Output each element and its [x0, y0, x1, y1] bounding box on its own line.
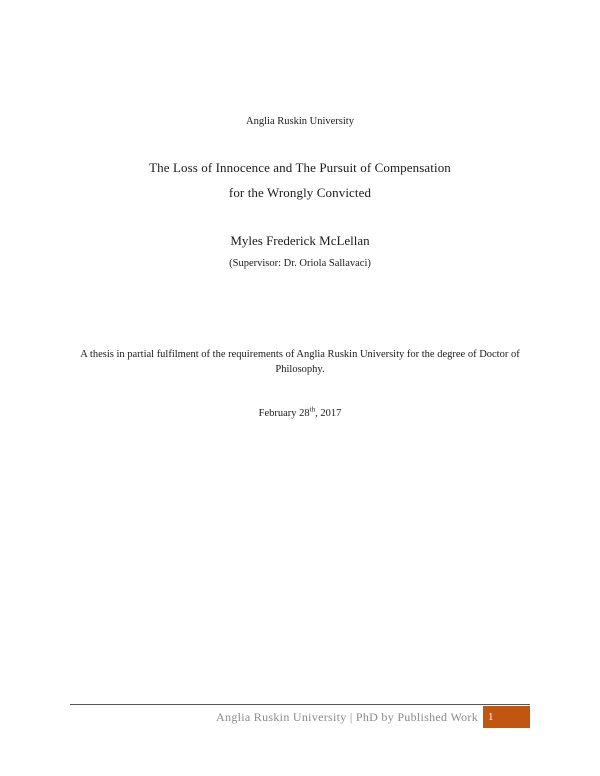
- author-name: Myles Frederick McLellan: [230, 233, 370, 248]
- date-year: , 2017: [315, 408, 342, 419]
- university-name: Anglia Ruskin University: [246, 116, 354, 127]
- supervisor-line: (Supervisor: Dr. Oriola Sallavaci): [229, 258, 371, 269]
- thesis-statement: A thesis in partial fulfilment of the requirements of Anglia Ruskin University for the degree of Doctor of Philosophy.: [80, 349, 520, 375]
- submission-date: [0, 405, 600, 419]
- thesis-title-line-2: for the Wrongly Convicted: [228, 185, 372, 200]
- footer-divider: [70, 704, 530, 705]
- thesis-title-line-1: The Loss of Innocence and The Pursuit of Compensation: [149, 160, 451, 175]
- date-month-day: February 28: [258, 408, 310, 419]
- footer-text: Anglia Ruskin University | PhD by Published Work: [216, 710, 478, 724]
- page-number-badge: 1: [483, 706, 530, 728]
- date-ordinal-suffix: th: [309, 405, 316, 414]
